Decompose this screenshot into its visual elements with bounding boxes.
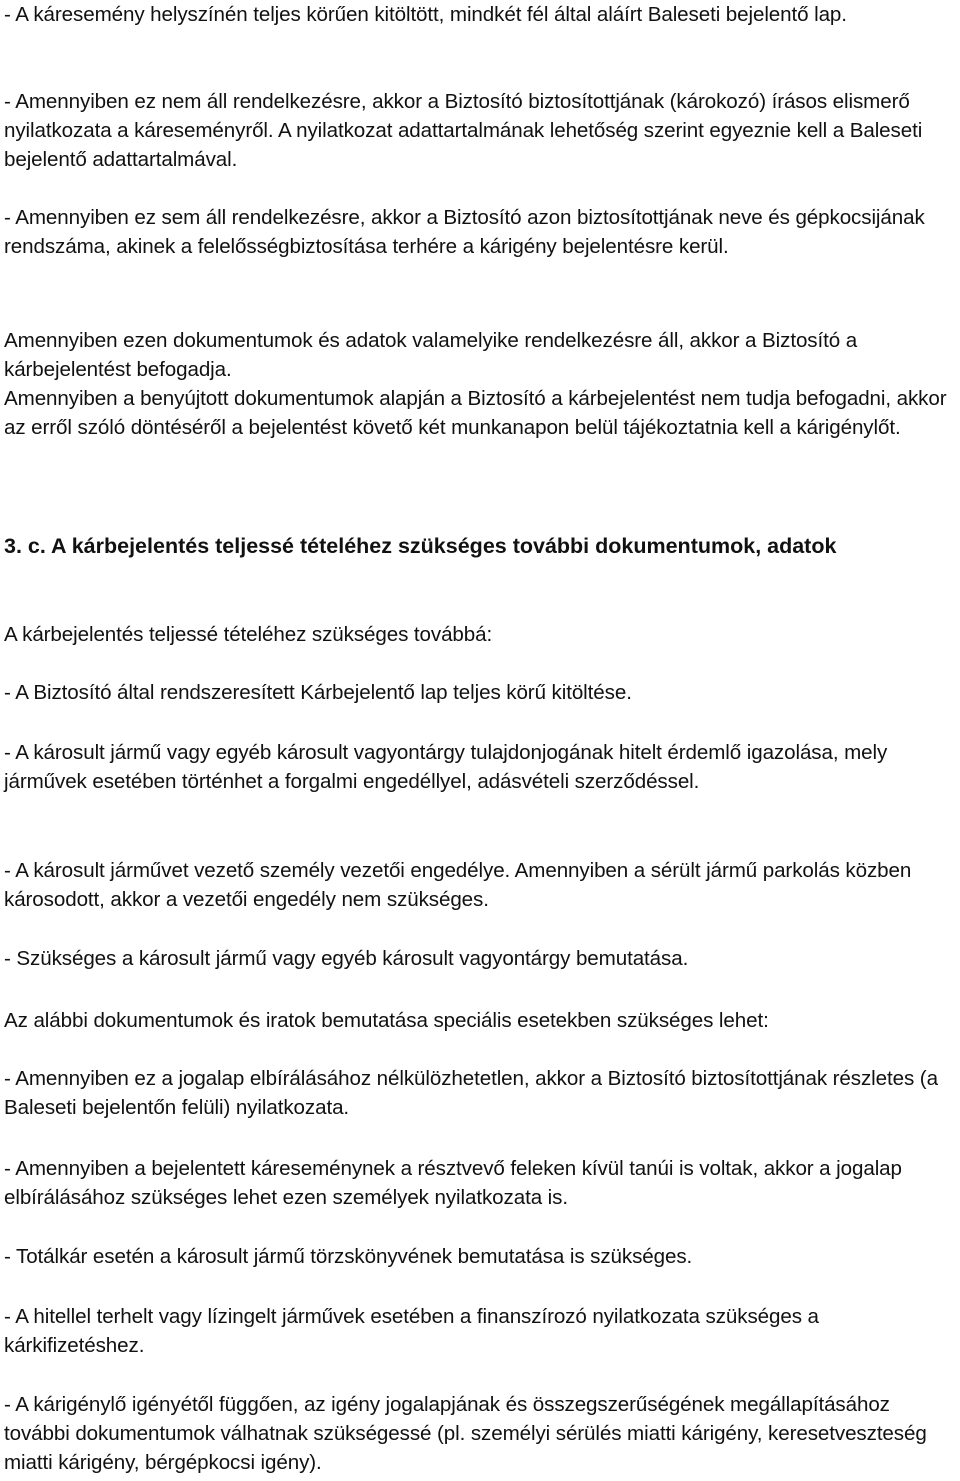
paragraph-written-acknowledgement: - Amennyiben ez nem áll rendelkezésre, akkor a Biztosító biztosítottjának (károkozó) írásos elismerő nyilatkozata a káreseményről. A nyilatkozat adattartalmának lehetőség szerint egyeznie kell a Baleseti bejelentő adattartalmával. [4,90,923,171]
paragraph-rejection-notice: Amennyiben a benyújtott dokumentumok alapján a Biztosító a kárbejelentést nem tudja befogadni, akkor az erről szóló döntéséről a bejelentést követő két munkanapon belül tájékoztatnia kell a kárigénylőt. [4,387,947,439]
paragraph-intro: A kárbejelentés teljessé tételéhez szükséges továbbá: [4,623,493,646]
paragraph-further-documents: - A kárigénylő igényétől függően, az igény jogalapjának és összegszerűségének megállapításához további dokumentumok válhatnak szükségessé (pl. személyi sérülés miatti kárigény, keresetveszteség miatti kárigény, bérgépkocsi igény). [4,1393,927,1474]
paragraph-total-loss: - Totálkár esetén a károsult jármű törzskönyvének bemutatása is szükséges. [4,1245,693,1268]
paragraph-special-cases: Az alábbi dokumentumok és iratok bemutatása speciális esetekben szükséges lehet: [4,1009,769,1032]
paragraph-ownership-proof: - A károsult jármű vagy egyéb károsult vagyontárgy tulajdonjogának hitelt érdemlő igazolása, mely járművek esetében történhet a forgalmi engedéllyel, adásvételi szerződéssel. [4,741,888,793]
paragraph-acceptance: Amennyiben ezen dokumentumok és adatok valamelyike rendelkezésre áll, akkor a Biztosító a kárbejelentést befogadja. [4,329,858,381]
paragraph-vehicle-inspection: - Szükséges a károsult jármű vagy egyéb károsult vagyontárgy bemutatása. [4,947,689,970]
paragraph-accident-report: - A káresemény helyszínén teljes körűen kitöltött, mindkét fél által aláírt Baleseti bejelentő lap. [4,3,847,26]
paragraph-financier-statement: - A hitellel terhelt vagy lízingelt járművek esetében a finanszírozó nyilatkozata szükséges a kárkifizetéshez. [4,1305,819,1357]
paragraph-detailed-statement: - Amennyiben ez a jogalap elbírálásához nélkülözhetetlen, akkor a Biztosító biztosítottjának részletes (a Baleseti bejelentőn felüli) nyilatkozata. [4,1067,938,1119]
section-heading: 3. c. A kárbejelentés teljessé tételéhez szükséges további dokumentumok, adatok [4,534,837,558]
paragraph-claim-form: - A Biztosító által rendszeresített Kárbejelentő lap teljes körű kitöltése. [4,681,632,704]
paragraph-driving-licence: - A károsult járművet vezető személy vezetői engedélye. Amennyiben a sérült jármű parkolás közben károsodott, akkor a vezetői engedély nem szükséges. [4,859,912,911]
paragraph-witness-statements: - Amennyiben a bejelentett káreseménynek a résztvevő feleken kívül tanúi is voltak, akkor a jogalap elbírálásához szükséges lehet ezen személyek nyilatkozata is. [4,1157,902,1209]
paragraph-insured-name-plate: - Amennyiben ez sem áll rendelkezésre, akkor a Biztosító azon biztosítottjának neve és gépkocsijának rendszáma, akinek a felelősségbiztosítása terhére a kárigény bejelentésre kerül. [4,206,925,258]
